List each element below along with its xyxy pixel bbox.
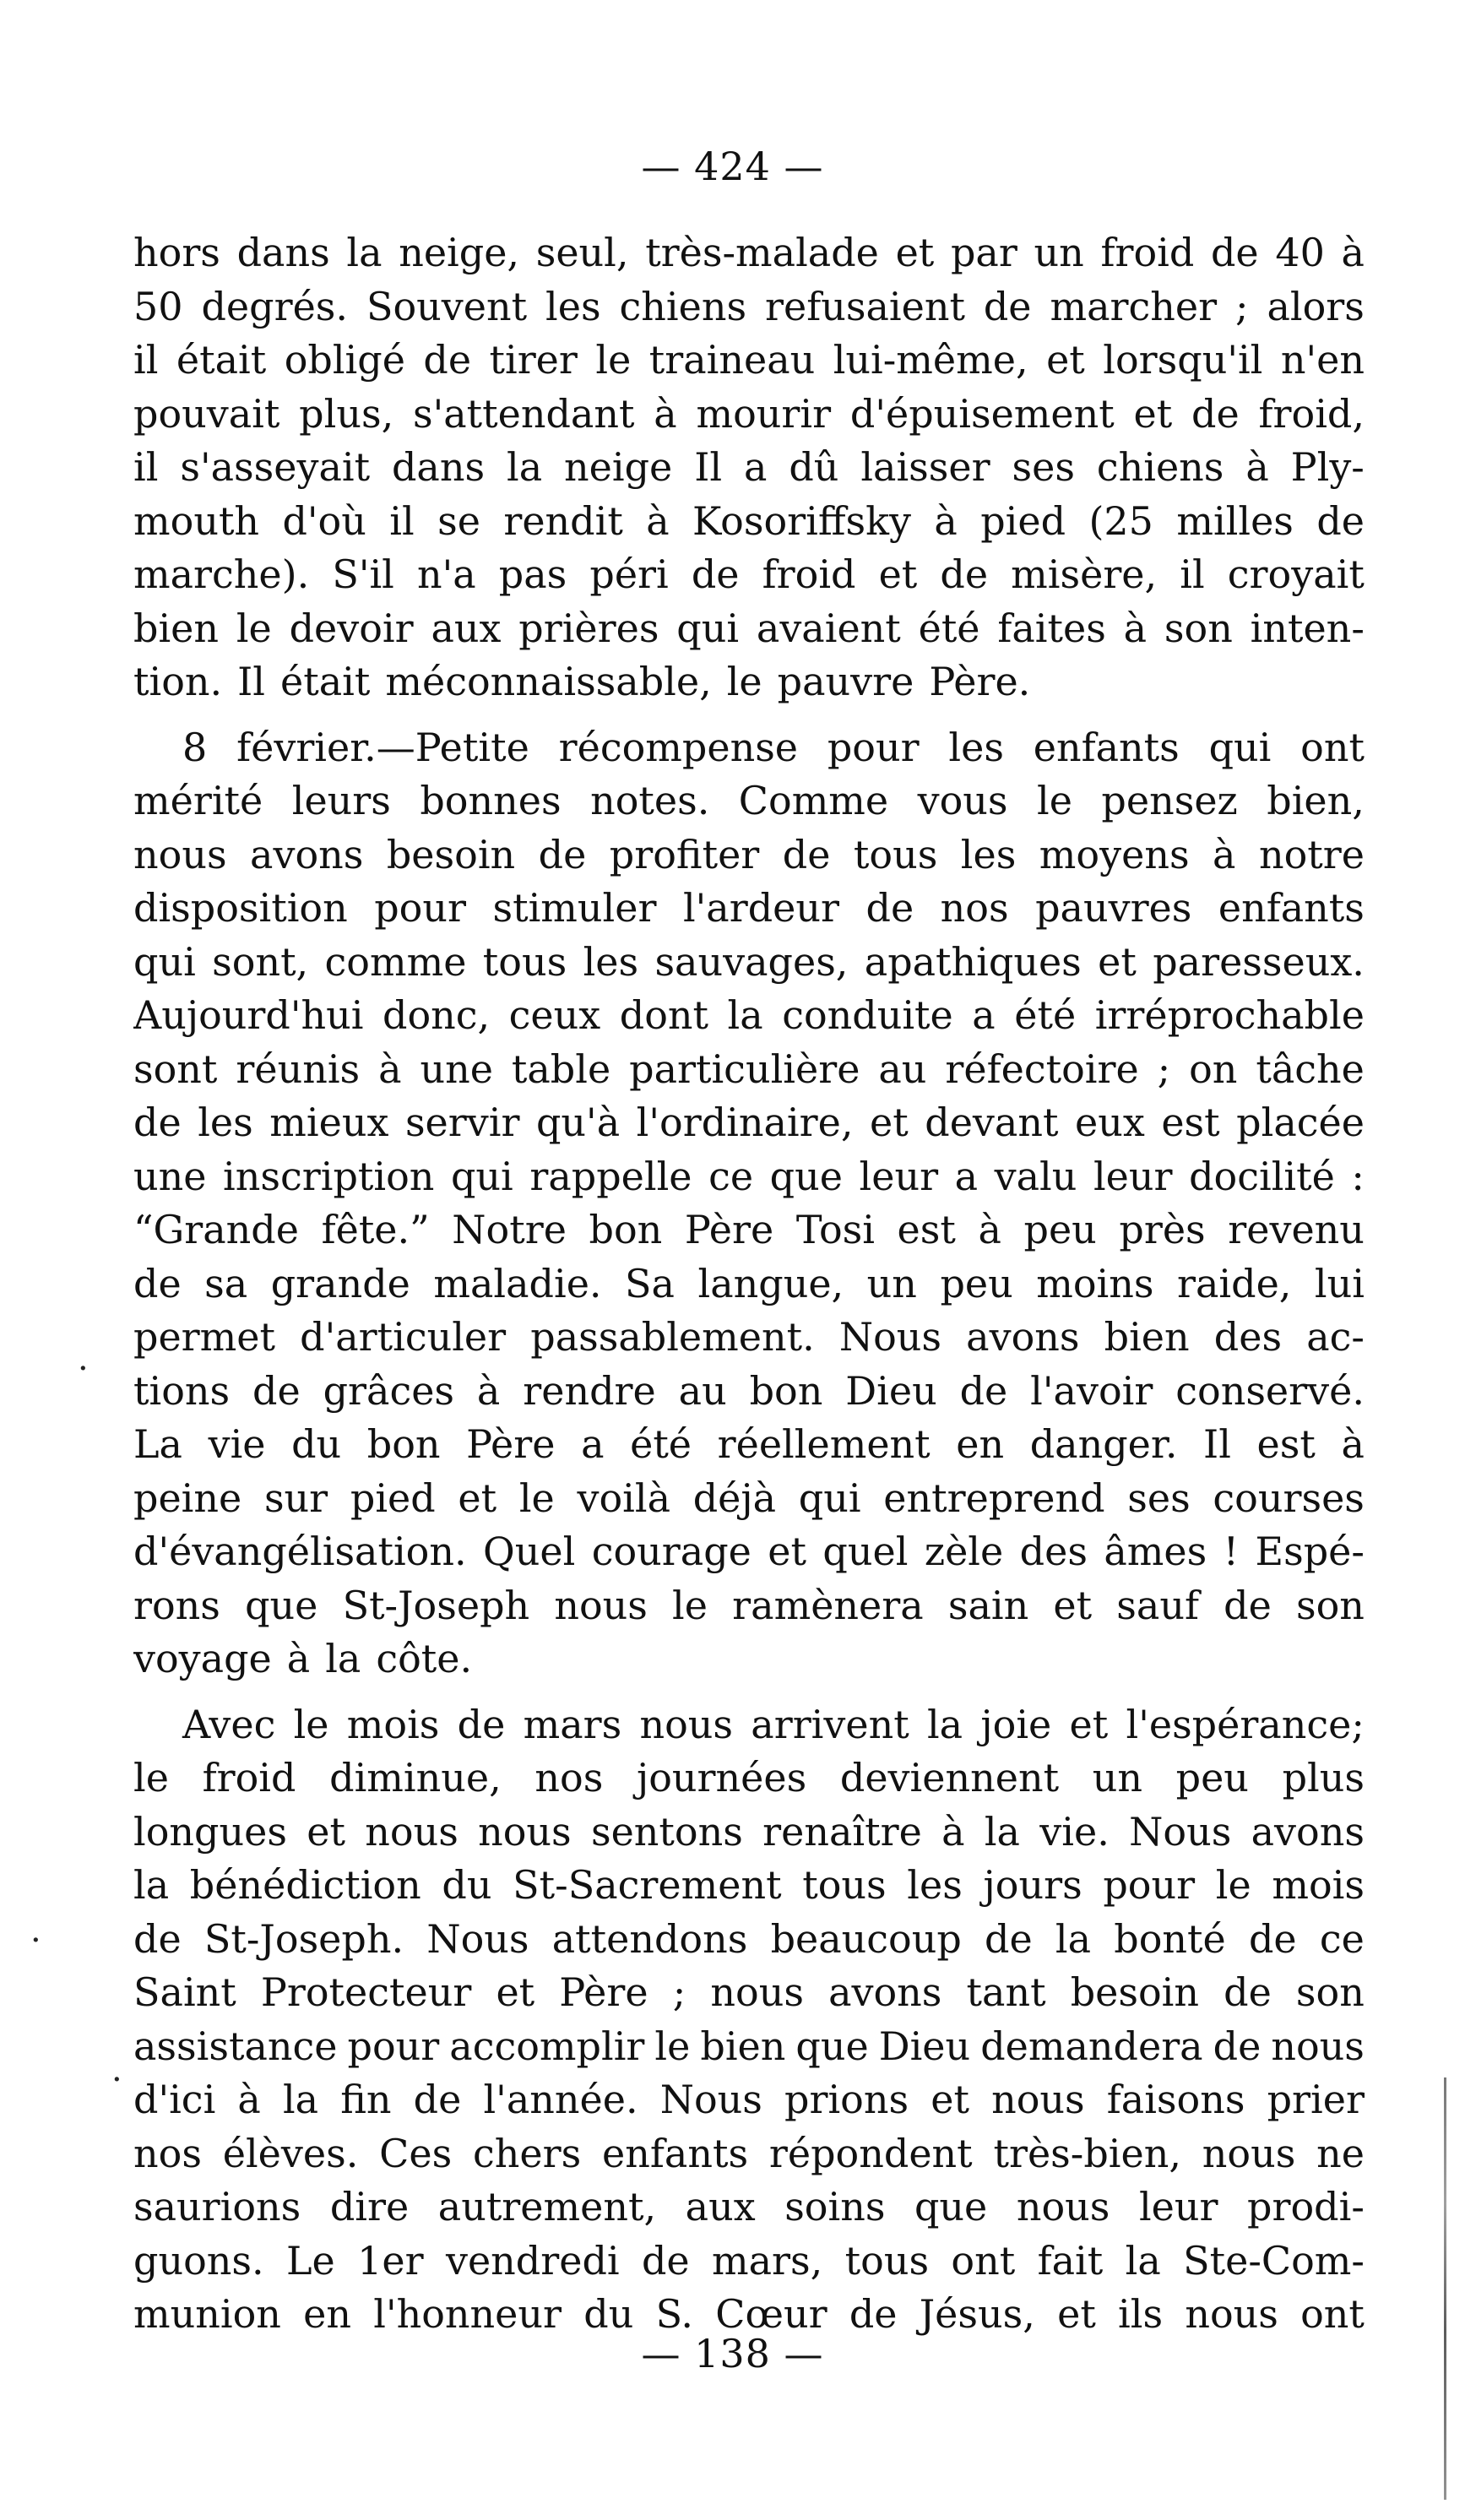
page-number-bottom: — 138 — xyxy=(641,2331,824,2376)
text-line: d'évangélisation. Quel courage et quel zèle des âmes ! Espé- xyxy=(133,1529,1365,1574)
text-line: nos élèves. Ces chers enfants répondent très-bien, nous ne xyxy=(133,2130,1365,2176)
text-line: 50 degrés. Souvent les chiens refusaient de marcher ; alors xyxy=(133,283,1365,329)
text-line: la bénédiction du St-Sacrement tous les jours pour le mois xyxy=(133,1862,1365,1908)
text-line: de sa grande maladie. Sa langue, un peu moins raide, lui xyxy=(133,1260,1365,1306)
text-line: munion en l'honneur du S. Cœur de Jésus, et ils nous ont xyxy=(133,2291,1365,2337)
binding-edge-mark xyxy=(1444,2077,1446,2500)
text-line: bien le devoir aux prières qui avaient été faites à son inten- xyxy=(133,605,1365,651)
text-line: saurions dire autrement, aux soins que nous leur prodi- xyxy=(133,2184,1365,2229)
text-line: peine sur pied et le voilà déjà qui entreprend ses courses xyxy=(133,1475,1365,1521)
text-line: rons que St-Joseph nous le ramènera sain et sauf de son xyxy=(133,1582,1365,1628)
text-line: hors dans la neige, seul, très-malade et par un froid de 40 à xyxy=(133,230,1365,275)
text-line: de les mieux servir qu'à l'ordinaire, et devant eux est placée xyxy=(133,1100,1365,1145)
margin-dot: · xyxy=(78,1350,89,1388)
text-line: voyage à la côte. xyxy=(133,1636,473,1681)
text-line: permet d'articuler passablement. Nous avons bien des ac- xyxy=(133,1314,1365,1360)
text-line: Aujourd'hui donc, ceux dont la conduite a été irréprochable xyxy=(133,992,1365,1038)
text-line: une inscription qui rappelle ce que leur a valu leur docilité : xyxy=(133,1153,1365,1199)
text-line: disposition pour stimuler l'ardeur de nos pauvres enfants xyxy=(133,885,1365,931)
text-line: d'ici à la fin de l'année. Nous prions et nous faisons prier xyxy=(133,2077,1365,2122)
text-line: tion. Il était méconnaissable, le pauvre Père. xyxy=(133,659,1031,704)
text-line: Avec le mois de mars nous arrivent la joie et l'espérance; xyxy=(182,1701,1365,1747)
text-line: qui sont, comme tous les sauvages, apathiques et paresseux. xyxy=(133,938,1365,985)
text-line: tions de grâces à rendre au bon Dieu de l'avoir conservé. xyxy=(133,1367,1365,1414)
text-line: de St-Joseph. Nous attendons beaucoup de la bonté de ce xyxy=(133,1915,1365,1962)
margin-dot: · xyxy=(30,1921,41,1960)
page-number-top: — 424 — xyxy=(641,144,824,189)
text-line: nous avons besoin de profiter de tous les moyens à notre xyxy=(133,831,1365,877)
text-line: il était obligé de tirer le traineau lui-même, et lorsqu'il n'en xyxy=(133,337,1365,383)
text-line: La vie du bon Père a été réellement en danger. Il est à xyxy=(133,1421,1365,1467)
margin-dot: · xyxy=(111,2061,122,2099)
text-line: assistance pour accomplir le bien que Dieu demandera de nous xyxy=(133,2023,1365,2069)
body-text xyxy=(133,226,1365,2342)
paragraph xyxy=(133,1698,1365,2342)
text-line: mouth d'où il se rendit à Kosoriffsky à pied (25 milles de xyxy=(133,497,1365,544)
text-line: le froid diminue, nos journées deviennent un peu plus xyxy=(133,1755,1365,1800)
text-line: Saint Protecteur et Père ; nous avons tant besoin de son xyxy=(133,1969,1365,2015)
text-line: pouvait plus, s'attendant à mourir d'épuisement et de froid, xyxy=(133,390,1365,437)
text-line: marche). S'il n'a pas péri de froid et de misère, il croyait xyxy=(133,551,1365,597)
text-line: mérité leurs bonnes notes. Comme vous le pensez bien, xyxy=(133,778,1365,823)
paragraph xyxy=(133,226,1365,709)
text-line: il s'asseyait dans la neige Il a dû laisser ses chiens à Ply- xyxy=(133,444,1365,490)
text-line: longues et nous nous sentons renaître à la vie. Nous avons xyxy=(133,1808,1365,1855)
paragraph xyxy=(133,721,1365,1686)
text-line: “Grande fête.” Notre bon Père Tosi est à peu près revenu xyxy=(133,1207,1365,1252)
text-line: guons. Le 1er vendredi de mars, tous ont fait la Ste-Com- xyxy=(133,2237,1365,2284)
text-line: sont réunis à une table particulière au réfectoire ; on tâche xyxy=(133,1045,1365,1092)
text-line: 8 février.—Petite récompense pour les enfants qui ont xyxy=(182,724,1365,770)
